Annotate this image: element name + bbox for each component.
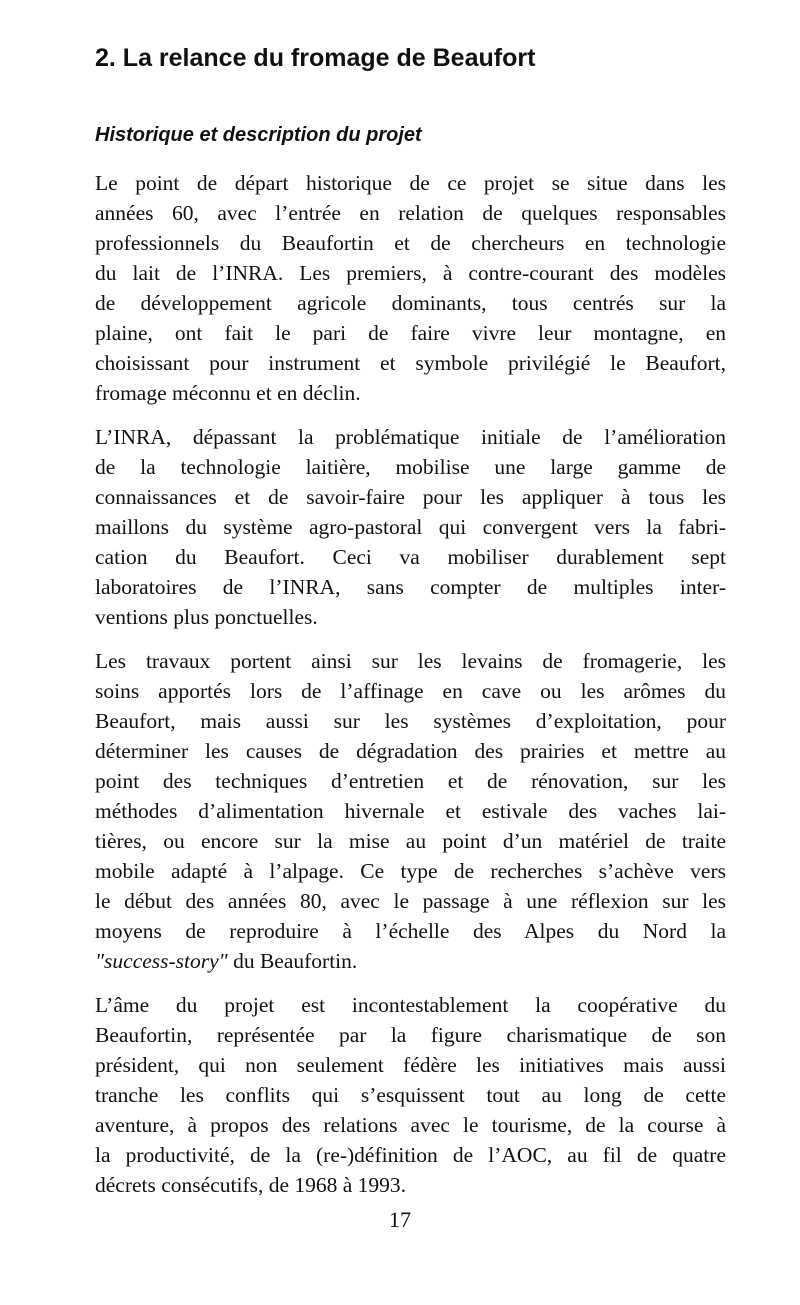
- text-line: années 60, avec l’entrée en relation de quelques responsables: [95, 201, 726, 225]
- text-line: le début des années 80, avec le passage à une réflexion sur les: [95, 889, 726, 913]
- body-text: [95, 168, 726, 1214]
- text-line: moyens de reproduire à l’échelle des Alpes du Nord la: [95, 919, 726, 943]
- text-line: maillons du système agro-pastoral qui convergent vers la fabri-: [95, 515, 726, 539]
- paragraph: [95, 422, 726, 632]
- text-line: la productivité, de la (re-)définition de l’AOC, au fil de quatre: [95, 1143, 726, 1167]
- text-line: professionnels du Beaufortin et de chercheurs en technologie: [95, 231, 726, 255]
- text-line: Les travaux portent ainsi sur les levains de fromagerie, les: [95, 649, 726, 673]
- text-line: choisissant pour instrument et symbole privilégié le Beaufort,: [95, 351, 726, 375]
- text-line: de développement agricole dominants, tous centrés sur la: [95, 291, 726, 315]
- text-line: [95, 946, 726, 976]
- text-line: décrets consécutifs, de 1968 à 1993.: [95, 1173, 407, 1197]
- text-line: soins apportés lors de l’affinage en cave ou les arômes du: [95, 679, 726, 703]
- text-line: plaine, ont fait le pari de faire vivre leur montagne, en: [95, 321, 726, 345]
- text-line: cation du Beaufort. Ceci va mobiliser durablement sept: [95, 545, 726, 569]
- text-line: tières, ou encore sur la mise au point d’un matériel de traite: [95, 829, 726, 853]
- text-line: ventions plus ponctuelles.: [95, 605, 318, 629]
- text-line: laboratoires de l’INRA, sans compter de multiples inter-: [95, 575, 726, 599]
- text-line: aventure, à propos des relations avec le tourisme, de la course à: [95, 1113, 726, 1137]
- text-line: Beaufortin, représentée par la figure charismatique de son: [95, 1023, 726, 1047]
- text-line: L’âme du projet est incontestablement la coopérative du: [95, 993, 726, 1017]
- text-line: point des techniques d’entretien et de rénovation, sur les: [95, 769, 726, 793]
- text-line: président, qui non seulement fédère les initiatives mais aussi: [95, 1053, 726, 1077]
- text-line: L’INRA, dépassant la problématique initiale de l’amélioration: [95, 425, 726, 449]
- text-fragment: du Beaufortin.: [227, 949, 358, 973]
- section-subtitle: Historique et description du projet: [95, 124, 422, 146]
- page-number: 17: [389, 1207, 411, 1232]
- text-line: tranche les conflits qui s’esquissent tout au long de cette: [95, 1083, 726, 1107]
- section-title: 2. La relance du fromage de Beaufort: [95, 44, 536, 72]
- paragraph: [95, 990, 726, 1200]
- text-line: du lait de l’INRA. Les premiers, à contre-courant des modèles: [95, 261, 726, 285]
- paragraph: [95, 168, 726, 408]
- paragraph: [95, 646, 726, 976]
- text-line: fromage méconnu et en déclin.: [95, 381, 361, 405]
- text-line: Beaufort, mais aussi sur les systèmes d’exploitation, pour: [95, 709, 726, 733]
- text-line: de la technologie laitière, mobilise une large gamme de: [95, 455, 726, 479]
- text-line: Le point de départ historique de ce projet se situe dans les: [95, 171, 726, 195]
- text-line: méthodes d’alimentation hivernale et estivale des vaches lai-: [95, 799, 726, 823]
- text-line: déterminer les causes de dégradation des prairies et mettre au: [95, 739, 726, 763]
- text-line: mobile adapté à l’alpage. Ce type de recherches s’achève vers: [95, 859, 726, 883]
- text-line: connaissances et de savoir-faire pour les appliquer à tous les: [95, 485, 726, 509]
- italic-term: "success-story": [95, 949, 228, 973]
